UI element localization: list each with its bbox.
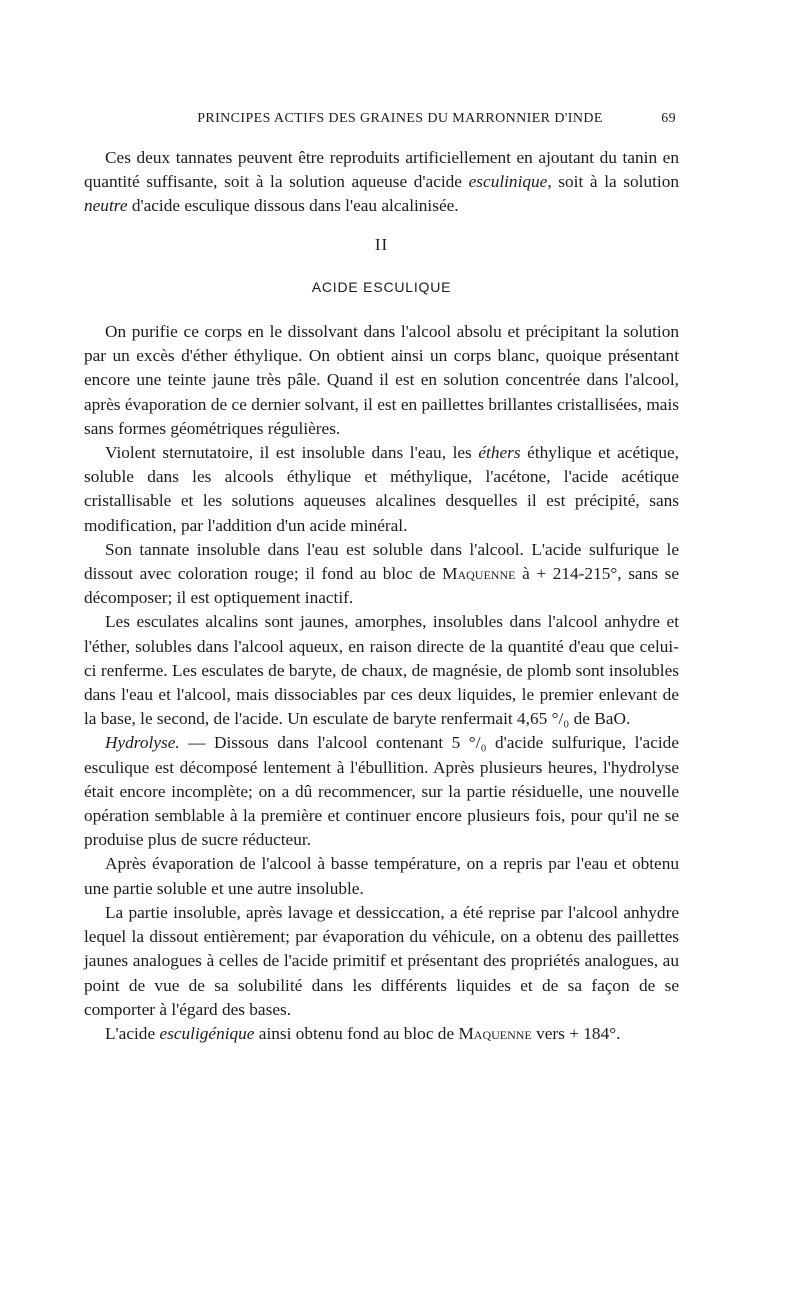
paragraph-solubility: Violent sternutatoire, il est insoluble dans l'eau, les éthers éthylique et acétique, soluble dans les alcools éthylique et méthylique, l'acétone, l'acide acétique cristallisable et les solutions aqueuses alcalines desquelles il est précipité, sans modification, par l'addition d'un acide minéral.: [84, 443, 680, 535]
page-number: 69: [661, 111, 676, 126]
subheading-hydrolyse: Hydrolyse.: [105, 733, 180, 753]
term-neutre: neutre: [84, 196, 128, 216]
paragraph-hydrolyse: Hydrolyse. — Dissous dans l'alcool contenant 5 °/₀ d'acide sulfurique, l'acide esculique est décomposé lentement à l'ébullition. Après plusieurs heures, l'hydrolyse était encore incomplète; on a dû recommencer, sur la partie résiduelle, une nouvelle opération semblable à la première et continuer encore plusieurs fois, pour qu'il ne se produise plus de sucre réducteur.: [84, 733, 679, 850]
author-maquenne: Maquenne: [442, 564, 516, 584]
paragraph-esculates: Les esculates alcalins sont jaunes, amorphes, insolubles dans l'alcool anhydre et l'éther, solubles dans l'alcool aqueux, en raison directe de la quantité d'eau que celui-ci renferme. Les esculates de baryte, de chaux, de magnésie, de plomb sont insolubles dans l'eau et l'alcool, mais dissociables par ces deux liquides, le premier enlevant de la base, le second, de l'acide. Un esculate de baryte renfermait 4,65 °/₀ de BaO.: [84, 612, 679, 729]
paragraph-evaporation: Après évaporation de l'alcool à basse température, on a repris par l'eau et obtenu une partie soluble et une autre insoluble.: [84, 854, 679, 898]
section-number: II: [374, 234, 389, 254]
term-ethers: éthers: [478, 443, 521, 463]
paragraph-esculigenique: L'acide esculigénique ainsi obtenu fond au bloc de Maquenne vers + 184°.: [105, 1023, 621, 1043]
paragraph-tannate: Son tannate insoluble dans l'eau est soluble dans l'alcool. L'acide sulfurique le dissout avec coloration rouge; il fond au bloc de Maquenne à + 214-215°, sans se décomposer; il est optiquement inactif.: [84, 539, 679, 608]
term-esculinique: esculinique: [468, 172, 548, 192]
author-maquenne: Maquenne: [458, 1023, 532, 1043]
running-title: PRINCIPES ACTIFS DES GRAINES DU MARRONNIER D'INDE: [197, 111, 603, 126]
paragraph-insoluble-part: La partie insoluble, après lavage et dessiccation, a été reprise par l'alcool anhydre lequel la dissout entièrement; par évaporation du véhicule, on a obtenu des paillettes jaunes analogues à celles de l'acide primitif et présentant des propriétés analogues, au point de vue de sa solubilité dans les différents liquides et de sa façon de se comporter à l'égard des bases.: [84, 902, 679, 1019]
body-text: [84, 146, 679, 1046]
paragraph-tannates: Ces deux tannates peuvent être reproduits artificiellement en ajoutant du tanin en quantité suffisante, soit à la solution aqueuse d'acide esculinique, soit à la solution neutre d'acide esculique dissous dans l'eau alcalinisée.: [84, 148, 679, 216]
section-title: ACIDE ESCULIQUE: [311, 278, 452, 295]
paragraph-purification: On purifie ce corps en le dissolvant dans l'alcool absolu et précipitant la solution par un excès d'éther éthylique. On obtient ainsi un corps blanc, quoique présentant encore une teinte jaune très pâle. Quand il est en solution concentrée dans l'alcool, après évaporation de ce dernier solvant, il est en paillettes brillantes cristallisées, mais sans formes géométriques régulières.: [84, 322, 679, 438]
term-esculigenique: esculigénique: [159, 1023, 255, 1043]
running-head: [0, 111, 800, 131]
